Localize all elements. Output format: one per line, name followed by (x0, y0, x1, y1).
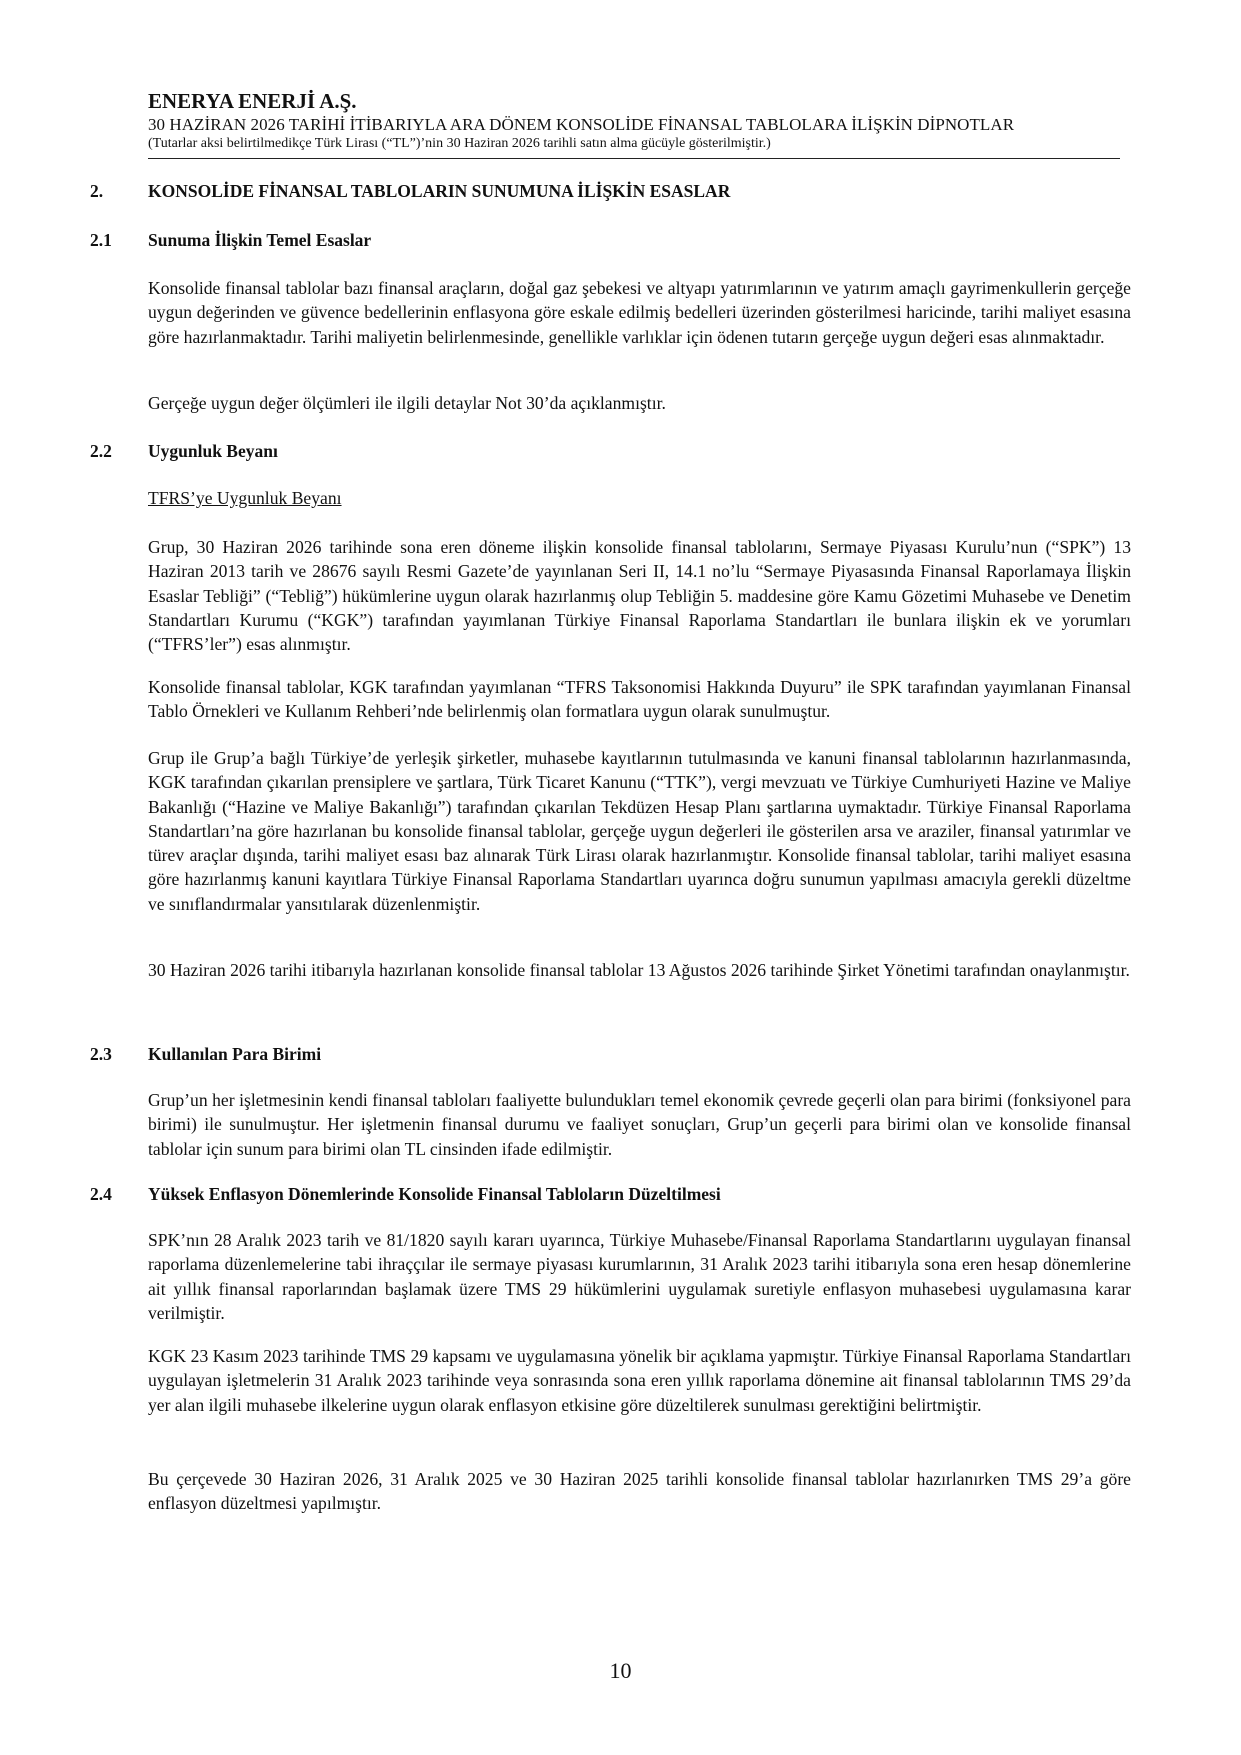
subsection-title: Kullanılan Para Birimi (148, 1044, 322, 1064)
paragraph: Konsolide finansal tablolar bazı finansal araçların, doğal gaz şebekesi ve altyapı yatırımlarının ve yatırım amaçlı gayrimenkullerin gerçeğe uygun değerinden ve güvence bedellerinin enflasyona göre eskale edilmiş bedelleri üzerinden gösterilmesi haricinde, tarihi maliyet esasına göre hazırlanmaktadır. Tarihi maliyetin belirlenmesinde, genellikle varlıklar için ödenen tutarın gerçeğe uygun değeri esas alınmaktadır. (148, 278, 1131, 347)
page-header (148, 88, 1120, 153)
subsection-number: 2.2 (90, 441, 112, 461)
paragraph: Konsolide finansal tablolar, KGK tarafından yayımlanan “TFRS Taksonomisi Hakkında Duyuru” ile SPK tarafından yayımlanan Finansal Tablo Örnekleri ve Kullanım Rehberi’nde belirlenmiş olan formatlara uygun olarak sunulmuştur. (148, 677, 1131, 722)
paragraph: Grup’un her işletmesinin kendi finansal tabloları faaliyette bulundukları temel ekonomik çevrede geçerli olan para birimi (fonksiyonel para birimi) ile sunulmuştur. Her işletmenin finansal durumu ve faaliyet sonuçları, Grup’un geçerli para birimi olan ve konsolide finansal tablolar için sunum para birimi olan TL cinsinden ifade edilmiştir. (148, 1090, 1131, 1159)
subsection-number: 2.4 (90, 1184, 112, 1204)
paragraph: Bu çerçevede 30 Haziran 2026, 31 Aralık 2025 ve 30 Haziran 2025 tarihli konsolide finansal tablolar hazırlanırken TMS 29’a göre enflasyon düzeltmesi yapılmıştır. (148, 1469, 1131, 1514)
subsection-number: 2.3 (90, 1044, 112, 1064)
company-name: ENERYA ENERJİ A.Ş. (148, 89, 357, 113)
paragraph: 30 Haziran 2026 tarihi itibarıyla hazırlanan konsolide finansal tablolar 13 Ağustos 2026 tarihinde Şirket Yönetimi tarafından onaylanmıştır. (148, 960, 1130, 980)
subsection-title: Uygunluk Beyanı (148, 441, 278, 461)
subsection-number: 2.1 (90, 230, 112, 250)
currency-note: (Tutarlar aksi belirtilmedikçe Türk Lirası (“TL”)’nin 30 Haziran 2026 tarihli satın alma gücüyle gösterilmiştir.) (148, 136, 771, 151)
paragraph: KGK 23 Kasım 2023 tarihinde TMS 29 kapsamı ve uygulamasına yönelik bir açıklama yapmıştır. Türkiye Finansal Raporlama Standartları uygulayan işletmelerin 31 Aralık 2023 tarihinde veya sonrasında sona eren yıllık raporlama dönemine ait finansal tablolarının TMS 29’da yer alan ilgili muhasebe ilkelerine uygun olarak enflasyon etkisine göre düzeltilerek sunulması gerektiğini belirtmiştir. (148, 1346, 1131, 1415)
paragraph: Grup, 30 Haziran 2026 tarihinde sona eren döneme ilişkin konsolide finansal tablolarını, Sermaye Piyasası Kurulu’nun (“SPK”) 13 Haziran 2013 tarih ve 28676 sayılı Resmi Gazete’de yayınlanan Seri II, 14.1 no’lu “Sermaye Piyasasında Finansal Raporlamaya İlişkin Esaslar Tebliği” (“Tebliğ”) hükümlerine uygun olarak hazırlanmış olup Tebliğin 5. maddesine göre Kamu Gözetimi Muhasebe ve Denetim Standartları Kurumu (“KGK”) tarafından yayımlanan Türkiye Finansal Raporlama Standartları ile bunlara ilişkin ek ve yorumları (“TFRS’ler”) esas alınmıştır. (148, 537, 1131, 655)
subsection-title: Yüksek Enflasyon Dönemlerinde Konsolide Finansal Tabloların Düzeltilmesi (148, 1184, 721, 1204)
page-number: 10 (609, 1658, 632, 1683)
header-divider (148, 158, 1120, 159)
section-title: KONSOLİDE FİNANSAL TABLOLARIN SUNUMUNA İLİŞKİN ESASLAR (148, 181, 731, 201)
paragraph: SPK’nın 28 Aralık 2023 tarih ve 81/1820 sayılı kararı uyarınca, Türkiye Muhasebe/Finansal Raporlama Standartlarını uygulayan finansal raporlama düzenlemelerine tabi ihraççılar ile sermaye piyasası kurumlarının, 31 Aralık 2023 tarihi itibarıyla sona eren hesap dönemlerine ait yıllık finansal raporlarından başlamak üzere TMS 29 hükümlerini uygulamak suretiyle enflasyon muhasebesi uygulamasına karar verilmiştir. (148, 1230, 1131, 1323)
report-subtitle: 30 HAZİRAN 2026 TARİHİ İTİBARIYLA ARA DÖNEM KONSOLİDE FİNANSAL TABLOLARA İLİŞKİN DİPNOTLAR (148, 115, 1015, 134)
underlined-subheading: TFRS’ye Uygunluk Beyanı (148, 488, 342, 508)
paragraph: Gerçeğe uygun değer ölçümleri ile ilgili detaylar Not 30’da açıklanmıştır. (148, 393, 666, 413)
section-number: 2. (90, 181, 104, 201)
paragraph: Grup ile Grup’a bağlı Türkiye’de yerleşik şirketler, muhasebe kayıtlarının tutulmasında ve kanuni finansal tablolarının hazırlanmasında, KGK tarafından çıkarılan prensiplere ve şartlara, Türk Ticaret Kanunu (“TTK”), vergi mevzuatı ve Türkiye Cumhuriyeti Hazine ve Maliye Bakanlığı (“Hazine ve Maliye Bakanlığı”) tarafından çıkarılan Tekdüzen Hesap Planı şartlarına uymaktadır. Türkiye Finansal Raporlama Standartları’na göre hazırlanan bu konsolide finansal tablolar, gerçeğe uygun değerleri ile gösterilen arsa ve araziler, finansal yatırımlar ve türev araçlar dışında, tarihi maliyet esası baz alınarak Türk Lirası olarak hazırlanmıştır. Konsolide finansal tablolar, tarihi maliyet esasına göre hazırlanmış kanuni kayıtlara Türkiye Finansal Raporlama Standartları uyarınca doğru sunumun yapılması amacıyla gerekli düzeltme ve sınıflandırmalar yansıtılarak düzenlenmiştir. (148, 748, 1131, 914)
subsection-title: Sunuma İlişkin Temel Esaslar (148, 230, 372, 250)
